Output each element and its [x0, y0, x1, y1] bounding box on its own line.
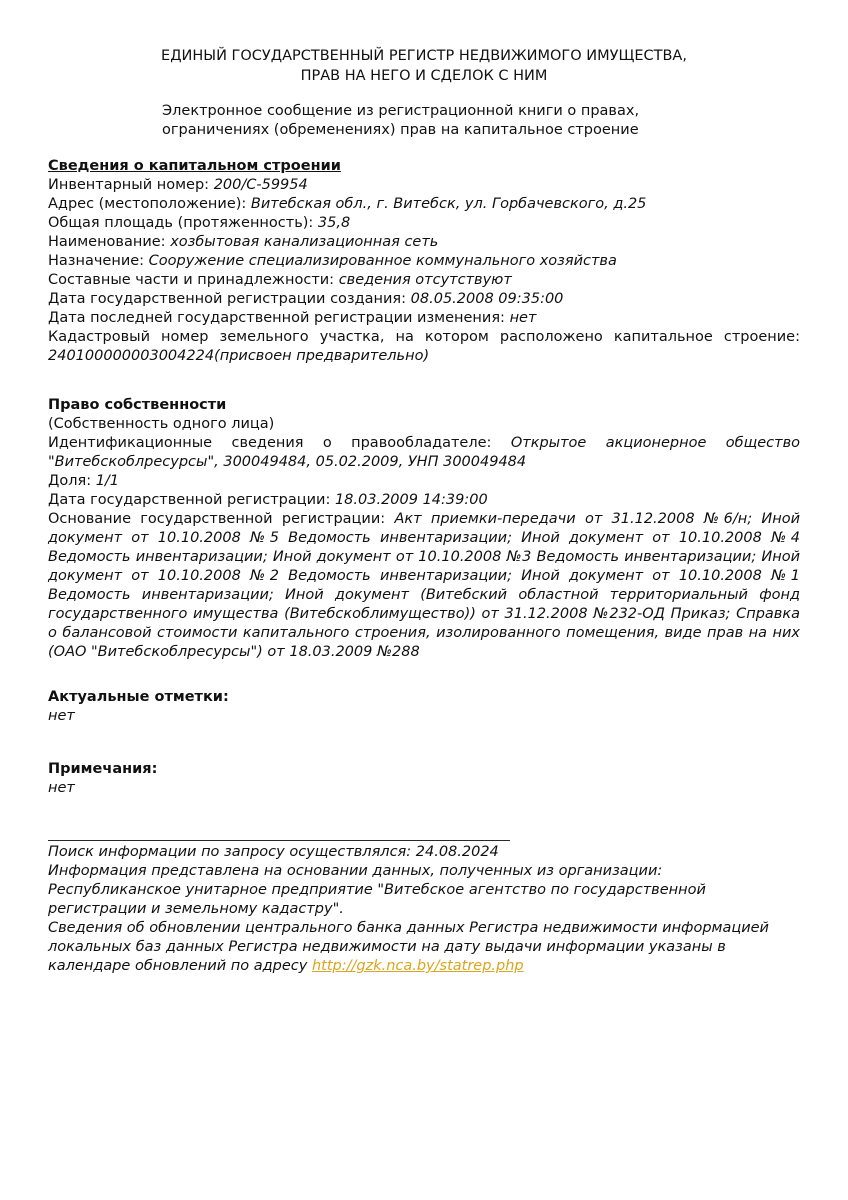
- field-value: Сооружение специализированное коммунального хозяйства: [148, 253, 617, 269]
- field-label: Наименование:: [48, 234, 166, 250]
- field-label: Кадастровый номер земельного участка, на котором расположено капитальное строение:: [48, 329, 800, 345]
- subtitle-line-2: ограничениях (обременениях) прав на капитальное строение: [162, 122, 639, 138]
- footer-divider-line: [48, 840, 510, 841]
- footer-organization-line: Республиканское унитарное предприятие "Витебское агентство по государственной регистрации и земельному кадастру".: [48, 882, 706, 917]
- document-title: [48, 46, 800, 86]
- field-components: [48, 271, 800, 290]
- subtitle-line-1: Электронное сообщение из регистрационной книги о правах,: [162, 103, 640, 119]
- field-label: Адрес (местоположение):: [48, 196, 247, 212]
- footer-update-line: [48, 919, 800, 976]
- ownership-subheading: (Собственность одного лица): [48, 416, 275, 432]
- field-label: Идентификационные сведения о правообладателе:: [48, 435, 492, 451]
- field-value: Акт приемки-передачи от 31.12.2008 №6/н; Иной документ от 10.10.2008 №5 Ведомость инвентаризации; Иной документ от 10.10.2008 №4 Ведомость инвентаризации; Иной документ от 10.10.2008 №3 Ведомость инвентаризации; Иной документ от 10.10.2008 №2 Ведомость инвентаризации; Иной документ от 10.10.2008 №1 Ведомость инвентаризации; Иной документ (Витебский областной территориальный фонд государственного имущества (Витебскоблимущество)) от 31.12.2008 №232-ОД Приказ; Справка о балансовой стоимости капитального строения, изолированного помещения, виде прав на них (ОАО "Витебскоблресурсы") от 18.03.2009 №288: [48, 511, 800, 660]
- field-total-area: [48, 214, 800, 233]
- field-cadastral-number: [48, 328, 800, 366]
- actual-marks-value: нет: [48, 708, 75, 724]
- footer-update-text: Сведения об обновлении центрального банка данных Регистра недвижимости информацией локальных баз данных Регистра недвижимости на дату выдачи информации указаны в календаре обновлений по адресу: [48, 920, 769, 974]
- field-value: 1/1: [95, 473, 120, 489]
- field-value: хозбытовая канализационная сеть: [170, 234, 439, 250]
- field-label: Дата государственной регистрации:: [48, 492, 331, 508]
- field-label: Доля:: [48, 473, 92, 489]
- notes-heading: Примечания:: [48, 761, 158, 777]
- building-section-heading: Сведения о капитальном строении: [48, 158, 341, 174]
- field-label: Составные части и принадлежности:: [48, 272, 335, 288]
- field-label: Назначение:: [48, 253, 145, 269]
- actual-marks-heading: Актуальные отметки:: [48, 689, 229, 705]
- notes-value: нет: [48, 780, 75, 796]
- footer-info-source-line: Информация представлена на основании данных, полученных из организации:: [48, 863, 663, 879]
- field-registration-basis: [48, 510, 800, 662]
- field-label: Дата последней государственной регистрации изменения:: [48, 310, 505, 326]
- footer-section: [48, 840, 800, 976]
- field-label: Дата государственной регистрации создания:: [48, 291, 407, 307]
- field-label: Инвентарный номер:: [48, 177, 210, 193]
- field-value: 18.03.2009 14:39:00: [334, 492, 488, 508]
- field-purpose: [48, 252, 800, 271]
- actual-marks-section: [48, 688, 800, 726]
- field-state-registration-date: [48, 491, 800, 510]
- field-rightholder-identification: [48, 434, 800, 472]
- field-value: 200/С-59954: [213, 177, 308, 193]
- field-value: 08.05.2008 09:35:00: [410, 291, 564, 307]
- document-subtitle: [162, 102, 800, 140]
- notes-section: [48, 760, 800, 798]
- field-label: Общая площадь (протяженность):: [48, 215, 314, 231]
- field-label: Основание государственной регистрации:: [48, 511, 386, 527]
- ownership-section-heading: Право собственности: [48, 397, 227, 413]
- field-value: нет: [509, 310, 537, 326]
- field-creation-registration-date: [48, 290, 800, 309]
- field-value: 35,8: [317, 215, 351, 231]
- field-inventory-number: [48, 176, 800, 195]
- ownership-section: [48, 396, 800, 662]
- field-value: Открытое акционерное общество "Витебскоблресурсы", 300049484, 05.02.2009, УНП 300049484: [48, 435, 801, 470]
- footer-search-date-line: Поиск информации по запросу осуществлялся: 24.08.2024: [48, 844, 499, 860]
- field-value: сведения отсутствуют: [338, 272, 512, 288]
- building-section: [48, 157, 800, 366]
- title-line-1: ЕДИНЫЙ ГОСУДАРСТВЕННЫЙ РЕГИСТР НЕДВИЖИМОГО ИМУЩЕСТВА,: [161, 48, 687, 64]
- field-address: [48, 195, 800, 214]
- field-name: [48, 233, 800, 252]
- field-last-change-date: [48, 309, 800, 328]
- field-value: 240100000003004224(присвоен предварительно): [48, 348, 430, 364]
- field-value: Витебская обл., г. Витебск, ул. Горбачевского, д.25: [250, 196, 647, 212]
- statrep-link[interactable]: http://gzk.nca.by/statrep.php: [311, 958, 524, 974]
- field-share: [48, 472, 800, 491]
- title-line-2: ПРАВ НА НЕГО И СДЕЛОК С НИМ: [300, 68, 548, 84]
